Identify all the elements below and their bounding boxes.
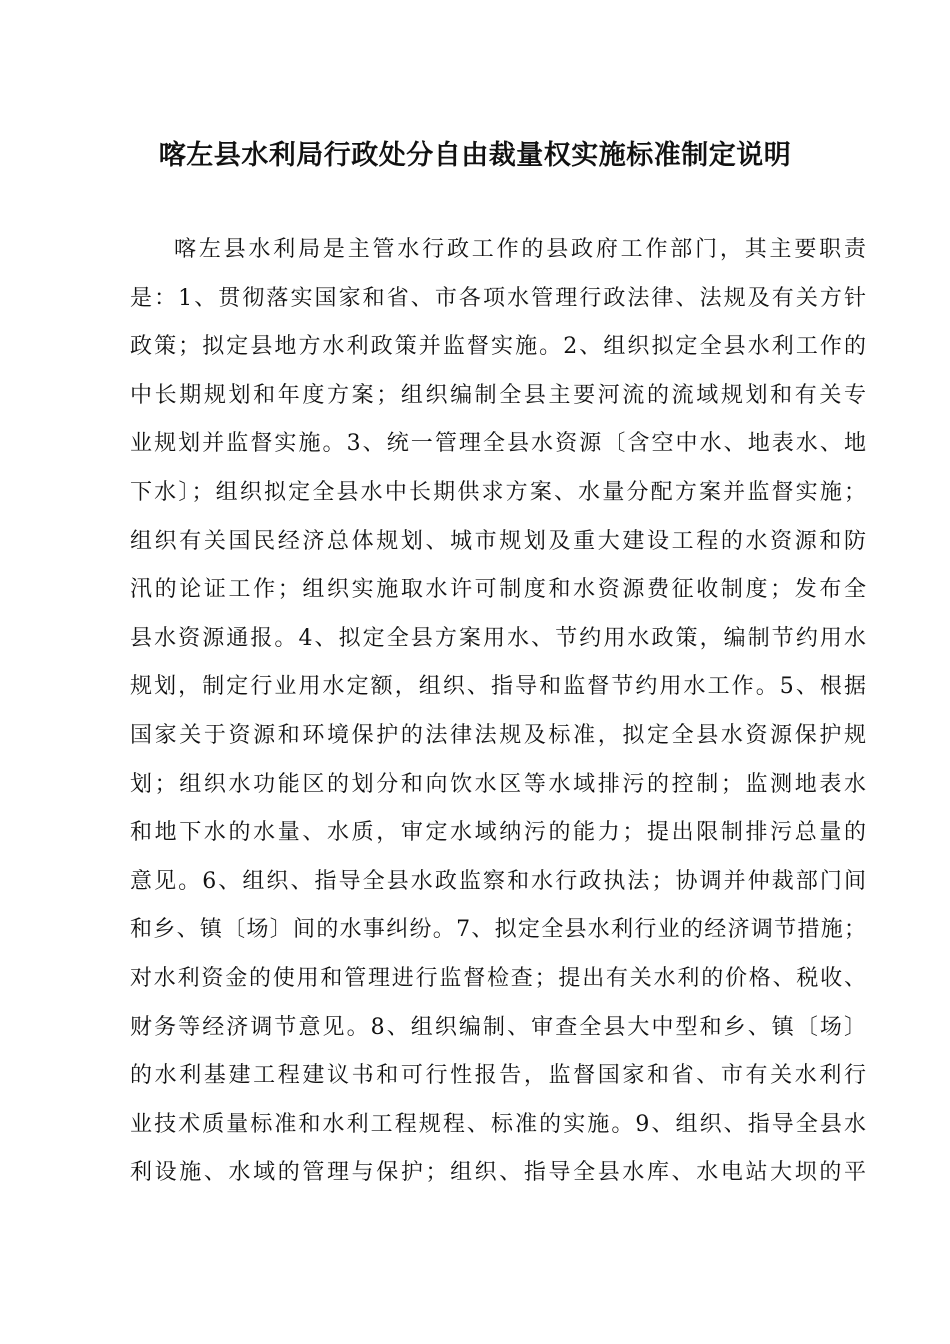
body-line: 中长期规划和年度方案；组织编制全县主要河流的流域规划和有关专 [130, 382, 866, 408]
body-line: 业规划并监督实施。3、统一管理全县水资源〔含空中水、地表水、地 [130, 431, 866, 457]
body-line: 下水〕；组织拟定全县水中长期供求方案、水量分配方案并监督实施； [130, 479, 866, 505]
body-line: 业技术质量标准和水利工程规程、标准的实施。9、组织、指导全县水 [130, 1111, 866, 1137]
body-line: 意见。6、组织、指导全县水政监察和水行政执法；协调并仲裁部门间 [130, 868, 866, 894]
body-line: 政策；拟定县地方水利政策并监督实施。2、组织拟定全县水利工作的 [130, 334, 866, 360]
body-line: 喀左县水利局是主管水行政工作的县政府工作部门，其主要职责 [174, 237, 866, 262]
body-line: 划；组织水功能区的划分和向饮水区等水域排污的控制；监测地表水 [130, 771, 866, 797]
body-line: 规划，制定行业用水定额，组织、指导和监督节约用水工作。5、根据 [130, 674, 866, 700]
body-line: 和乡、镇〔场〕间的水事纠纷。7、拟定全县水利行业的经济调节措施； [130, 917, 866, 943]
body-line: 和地下水的水量、水质，审定水域纳污的能力；提出限制排污总量的 [130, 820, 866, 846]
body-line: 对水利资金的使用和管理进行监督检查；提出有关水利的价格、税收、 [130, 965, 866, 991]
body-line: 县水资源通报。4、拟定全县方案用水、节约用水政策，编制节约用水 [130, 625, 866, 651]
body-line: 是：1、贯彻落实国家和省、市各项水管理行政法律、法规及有关方针 [130, 285, 866, 311]
document-body [130, 226, 866, 1198]
body-line: 国家关于资源和环境保护的法律法规及标准，拟定全县水资源保护规 [130, 722, 866, 748]
body-line: 利设施、水域的管理与保护；组织、指导全县水库、水电站大坝的平 [130, 1160, 866, 1186]
body-line: 组织有关国民经济总体规划、城市规划及重大建设工程的水资源和防 [130, 528, 866, 554]
body-line: 财务等经济调节意见。8、组织编制、审查全县大中型和乡、镇〔场〕 [130, 1014, 866, 1040]
body-line: 的水利基建工程建议书和可行性报告，监督国家和省、市有关水利行 [130, 1063, 866, 1089]
document-title: 喀左县水利局行政处分自由裁量权实施标准制定说明 [158, 140, 792, 171]
body-line: 汛的论证工作；组织实施取水许可制度和水资源费征收制度；发布全 [130, 577, 866, 603]
